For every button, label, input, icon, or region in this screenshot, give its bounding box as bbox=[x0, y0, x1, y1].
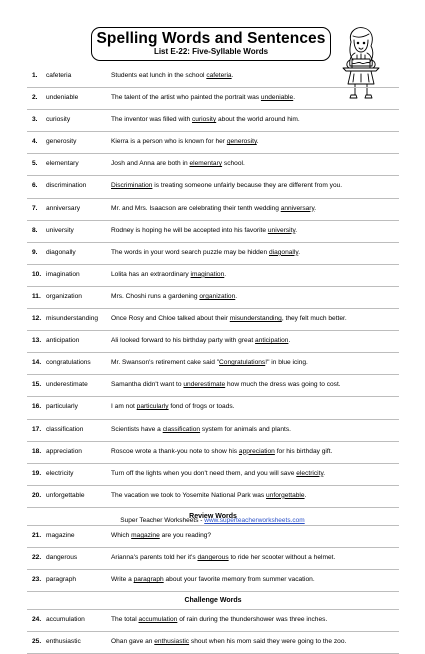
sentence-start: Mrs. Choshi runs a gardening bbox=[111, 292, 200, 300]
example-sentence bbox=[111, 138, 259, 145]
word-row bbox=[27, 375, 399, 397]
example-sentence bbox=[111, 638, 346, 645]
word-row bbox=[27, 632, 399, 654]
word-number: 23. bbox=[32, 576, 42, 584]
sentence-start: Ali looked forward to his birthday party with great bbox=[111, 337, 256, 345]
sentence-end: about your favorite memory from summer vacation. bbox=[163, 576, 315, 584]
word-row bbox=[27, 570, 399, 592]
underlined-word: generosity bbox=[226, 138, 257, 146]
footer-prefix: Super Teacher Worksheets - bbox=[120, 517, 205, 524]
main-word-rows bbox=[27, 66, 399, 508]
word-number: 10. bbox=[32, 270, 42, 278]
word-number: 1. bbox=[32, 72, 38, 79]
sentence-start: Which bbox=[111, 531, 132, 539]
spelling-word: organization bbox=[46, 292, 82, 300]
underlined-word: appreciation bbox=[238, 447, 275, 455]
word-row bbox=[27, 464, 399, 486]
sentence-end: fond of frogs or toads. bbox=[168, 403, 235, 411]
spelling-word: underestimate bbox=[46, 381, 88, 389]
example-sentence bbox=[111, 315, 347, 322]
word-number: 15. bbox=[32, 381, 42, 389]
sentence-start: The inventor was filled with bbox=[111, 116, 192, 124]
word-row bbox=[27, 221, 399, 243]
sentence-end: system for animals and plants. bbox=[200, 425, 291, 433]
spelling-word: dangerous bbox=[46, 553, 78, 561]
word-number: 13. bbox=[32, 337, 42, 345]
sentence-start: Josh and Anna are both in bbox=[111, 160, 190, 168]
sentence-start: The talent of the artist who painted the portrait was bbox=[111, 94, 261, 102]
word-number: 25. bbox=[32, 638, 42, 646]
sentence-end: . bbox=[298, 248, 301, 256]
sentence-start: Roscoe wrote a thank-you note to show his bbox=[111, 447, 239, 455]
sentence-start: I am not bbox=[111, 403, 137, 411]
spelling-word: misunderstanding bbox=[46, 315, 99, 323]
sentence-end: . bbox=[295, 226, 298, 234]
sentence-start: The vacation we took to Yosemite National Park was bbox=[111, 491, 267, 499]
example-sentence bbox=[111, 227, 297, 234]
word-number: 14. bbox=[32, 359, 42, 367]
word-number: 16. bbox=[32, 403, 42, 411]
word-row bbox=[27, 548, 399, 570]
challenge-word-rows bbox=[27, 610, 399, 654]
example-sentence bbox=[111, 94, 295, 101]
underlined-word: underestimate bbox=[183, 381, 226, 389]
spelling-word: discrimination bbox=[46, 182, 87, 190]
spelling-word: electricity bbox=[46, 469, 74, 477]
word-number: 18. bbox=[32, 447, 42, 455]
underlined-word: cafeteria bbox=[206, 72, 232, 79]
word-number: 6. bbox=[32, 182, 38, 190]
example-sentence bbox=[111, 249, 300, 256]
example-sentence bbox=[111, 554, 335, 561]
word-row bbox=[27, 132, 399, 154]
example-sentence bbox=[111, 616, 327, 623]
word-number: 21. bbox=[32, 531, 42, 539]
sentence-end: shout when his mom said they were going to the zoo. bbox=[189, 638, 347, 646]
underlined-word: organization bbox=[199, 292, 236, 300]
sentence-end: for his birthday gift. bbox=[274, 447, 333, 455]
sentence-end: . bbox=[288, 337, 291, 345]
word-number: 24. bbox=[32, 616, 42, 624]
underlined-word: accumulation bbox=[138, 616, 178, 624]
word-row bbox=[27, 110, 399, 132]
example-sentence bbox=[111, 381, 341, 388]
spelling-word: accumulation bbox=[46, 616, 85, 624]
word-row bbox=[27, 420, 399, 442]
word-number: 5. bbox=[32, 160, 38, 168]
word-row bbox=[27, 442, 399, 464]
sentence-end: is treating someone unfairly because they are different from you. bbox=[152, 182, 343, 190]
word-row bbox=[27, 154, 399, 176]
word-number: 2. bbox=[32, 94, 38, 102]
word-row bbox=[27, 309, 399, 331]
spelling-word: appreciation bbox=[46, 447, 82, 455]
sentence-end: . bbox=[224, 270, 227, 278]
sentence-end: . bbox=[293, 94, 296, 102]
word-row bbox=[27, 610, 399, 632]
word-number: 17. bbox=[32, 425, 42, 433]
underlined-word: anticipation bbox=[255, 337, 289, 345]
spelling-word: paragraph bbox=[46, 576, 77, 584]
sentence-end: how much the dress was going to cost. bbox=[225, 381, 341, 389]
spelling-list bbox=[27, 66, 399, 654]
underlined-word: curiosity bbox=[192, 116, 217, 124]
spelling-word: enthusiastic bbox=[46, 638, 81, 646]
underlined-word: electricity bbox=[296, 469, 324, 477]
list-subtitle: List E-22: Five-Syllable Words bbox=[153, 47, 269, 56]
underlined-word: elementary bbox=[189, 160, 223, 168]
spelling-word: undeniable bbox=[46, 94, 79, 102]
example-sentence bbox=[111, 116, 300, 123]
sentence-end: . bbox=[323, 469, 326, 477]
word-number: 22. bbox=[32, 553, 42, 561]
sentence-start: Once Rosy and Chloe talked about their bbox=[111, 315, 230, 323]
page-title: Spelling Words and Sentences bbox=[96, 30, 326, 47]
sentence-end: about the world around him. bbox=[216, 116, 300, 124]
word-row bbox=[27, 353, 399, 375]
sentence-end: !" in blue icing. bbox=[265, 359, 308, 367]
sentence-start: Ohan gave an bbox=[111, 638, 155, 646]
footer-link[interactable]: www.superteacherworksheets.com bbox=[204, 517, 305, 524]
sentence-end: . bbox=[231, 72, 234, 79]
sentence-start: Lolita has an extraordinary bbox=[111, 270, 191, 278]
underlined-word: university bbox=[267, 226, 296, 234]
example-sentence bbox=[111, 492, 306, 499]
sentence-end: school. bbox=[222, 160, 245, 168]
word-number: 20. bbox=[32, 491, 42, 499]
word-row bbox=[27, 243, 399, 265]
word-row bbox=[27, 265, 399, 287]
word-number: 12. bbox=[32, 315, 42, 323]
word-row bbox=[27, 199, 399, 221]
sentence-start: Scientists have a bbox=[111, 425, 163, 433]
word-row bbox=[27, 526, 399, 548]
sentence-end: . bbox=[256, 138, 259, 146]
spelling-word: classification bbox=[46, 425, 84, 433]
sentence-end: are you reading? bbox=[159, 531, 212, 539]
sentence-start: The words in your word search puzzle may be hidden bbox=[111, 248, 269, 256]
word-row bbox=[27, 287, 399, 309]
underlined-word: Congratulations bbox=[219, 359, 266, 367]
sentence-end: . bbox=[314, 204, 317, 212]
underlined-word: undeniable bbox=[260, 94, 294, 102]
sentence-start: Rodney is hoping he will be accepted into his favorite bbox=[111, 226, 268, 234]
spelling-word: unforgettable bbox=[46, 491, 85, 499]
example-sentence bbox=[111, 337, 290, 344]
sentence-end: of rain during the thundershower was three inches. bbox=[177, 616, 328, 624]
sentence-start: Kierra is a person who is known for her bbox=[111, 138, 227, 146]
word-row bbox=[27, 486, 399, 508]
sentence-start: The total bbox=[111, 616, 139, 624]
word-row bbox=[27, 66, 399, 88]
underlined-word: paragraph bbox=[133, 576, 164, 584]
title-box bbox=[91, 27, 331, 61]
word-number: 3. bbox=[32, 116, 38, 124]
underlined-word: magazine bbox=[131, 531, 160, 539]
example-sentence bbox=[111, 182, 342, 189]
sentence-start: Students eat lunch in the school bbox=[111, 72, 207, 79]
sentence-start: Turn off the lights when you don't need them, and you will save bbox=[111, 469, 297, 477]
spelling-word: anniversary bbox=[46, 204, 81, 212]
example-sentence bbox=[111, 403, 235, 410]
example-sentence bbox=[111, 470, 325, 477]
sentence-start: Arianna's parents told her it's bbox=[111, 553, 198, 561]
sentence-end: to ride her scooter without a helmet. bbox=[228, 553, 336, 561]
word-row bbox=[27, 397, 399, 419]
word-number: 9. bbox=[32, 248, 38, 256]
underlined-word: particularly bbox=[136, 403, 169, 411]
underlined-word: enthusiastic bbox=[154, 638, 190, 646]
sentence-start: Mr. and Mrs. Isaacson are celebrating their tenth wedding bbox=[111, 204, 281, 212]
footer bbox=[0, 517, 425, 524]
word-number: 19. bbox=[32, 469, 42, 477]
sentence-end: . bbox=[235, 292, 238, 300]
example-sentence bbox=[111, 576, 315, 583]
word-row bbox=[27, 176, 399, 198]
word-number: 8. bbox=[32, 226, 38, 234]
example-sentence bbox=[111, 271, 226, 278]
example-sentence bbox=[111, 359, 308, 366]
underlined-word: unforgettable bbox=[266, 491, 305, 499]
example-sentence bbox=[111, 293, 237, 300]
spelling-word: cafeteria bbox=[46, 72, 72, 79]
underlined-word: Discrimination bbox=[111, 182, 153, 190]
underlined-word: misunderstanding bbox=[229, 315, 282, 323]
sentence-end: , they felt much better. bbox=[281, 315, 347, 323]
example-sentence bbox=[111, 205, 316, 212]
sentence-end: . bbox=[304, 491, 307, 499]
example-sentence bbox=[111, 160, 245, 167]
spelling-word: congratulations bbox=[46, 359, 91, 367]
underlined-word: diagonally bbox=[268, 248, 299, 256]
word-number: 4. bbox=[32, 138, 38, 146]
spelling-word: university bbox=[46, 226, 74, 234]
review-heading: Review Words bbox=[27, 508, 399, 526]
underlined-word: dangerous bbox=[197, 553, 229, 561]
underlined-word: anniversary bbox=[280, 204, 315, 212]
spelling-word: elementary bbox=[46, 160, 79, 168]
word-number: 7. bbox=[32, 204, 38, 212]
underlined-word: classification bbox=[162, 425, 201, 433]
spelling-word: magazine bbox=[46, 531, 75, 539]
sentence-start: Write a bbox=[111, 576, 134, 584]
underlined-word: imagination bbox=[190, 270, 225, 278]
spelling-word: curiosity bbox=[46, 116, 71, 124]
word-row bbox=[27, 88, 399, 110]
spelling-word: imagination bbox=[46, 270, 80, 278]
sentence-start: Mr. Swanson's retirement cake said " bbox=[111, 359, 220, 367]
example-sentence bbox=[111, 532, 211, 539]
sentence-start: Samantha didn't want to bbox=[111, 381, 184, 389]
example-sentence bbox=[111, 426, 291, 433]
spelling-word: anticipation bbox=[46, 337, 80, 345]
spelling-word: diagonally bbox=[46, 248, 76, 256]
spelling-word: particularly bbox=[46, 403, 78, 411]
example-sentence bbox=[111, 72, 233, 79]
word-row bbox=[27, 331, 399, 353]
example-sentence bbox=[111, 448, 332, 455]
challenge-heading: Challenge Words bbox=[27, 592, 399, 610]
word-number: 11. bbox=[32, 292, 41, 300]
spelling-word: generosity bbox=[46, 138, 77, 146]
review-word-rows bbox=[27, 526, 399, 592]
